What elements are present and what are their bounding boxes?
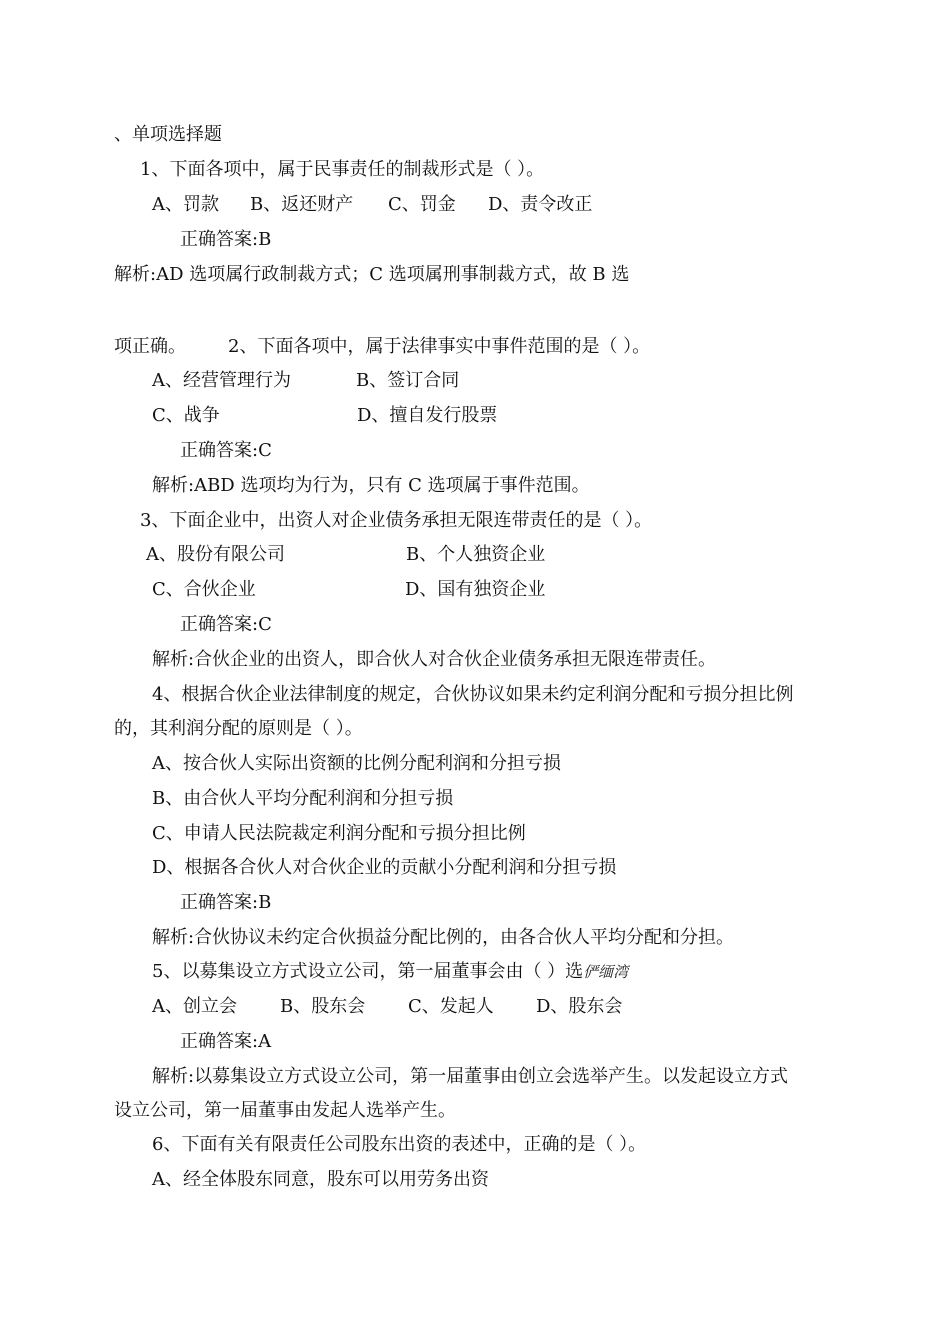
question-5-garbled-tail: 俨缅湾 (583, 963, 629, 981)
question-3: 3、下面企业中，出资人对企业债务承担无限连带责任的是（ ）。 (140, 510, 653, 531)
q4-answer: 正确答案:B (180, 892, 272, 913)
q3-option-c: C、合伙企业 (152, 579, 256, 600)
q2-option-b: B、签订合同 (356, 370, 460, 391)
q5-option-b: B、股东会 (280, 996, 366, 1017)
q2-option-a: A、经营管理行为 (152, 370, 291, 391)
section-title: 、单项选择题 (114, 124, 222, 145)
question-1: 1、下面各项中，属于民事责任的制裁形式是（ ）。 (140, 159, 545, 180)
question-4-line-2: 的，其利润分配的原则是（ ）。 (114, 718, 363, 739)
q5-analysis-line-1: 解析:以募集设立方式设立公司，第一届董事由创立会选举产生。以发起设立方式 (152, 1066, 789, 1087)
question-6: 6、下面有关有限责任公司股东出资的表述中，正确的是（ ）。 (152, 1134, 647, 1155)
question-4-line-1: 4、根据合伙企业法律制度的规定，合伙协议如果未约定利润分配和亏损分担比例 (152, 684, 794, 705)
q6-option-a: A、经全体股东同意，股东可以用劳务出资 (152, 1169, 489, 1190)
q3-option-b: B、个人独资企业 (406, 544, 546, 565)
q2-analysis: 解析:ABD 选项均为行为，只有 C 选项属于事件范围。 (152, 475, 590, 496)
q2-answer: 正确答案:C (180, 440, 272, 461)
q3-analysis: 解析:合伙企业的出资人，即合伙人对合伙企业债务承担无限连带责任。 (152, 649, 717, 670)
question-5 (152, 960, 628, 984)
q3-option-d: D、国有独资企业 (405, 579, 546, 600)
q1-option-b: B、返还财产 (250, 194, 354, 215)
q1-analysis-line-1: 解析:AD 选项属行政制裁方式；C 选项属刑事制裁方式，故 B 选 (114, 264, 630, 285)
question-2: 2、下面各项中，属于法律事实中事件范围的是（ ）。 (228, 336, 651, 357)
question-5-text: 5、以募集设立方式设立公司，第一届董事会由（ ）选 (152, 961, 584, 982)
q2-option-c: C、战争 (152, 405, 220, 426)
q5-option-d: D、股东会 (536, 996, 623, 1017)
q3-option-a: A、股份有限公司 (146, 544, 285, 565)
q3-answer: 正确答案:C (180, 614, 272, 635)
q5-analysis-line-2: 设立公司，第一届董事由发起人选举产生。 (114, 1100, 456, 1121)
q4-option-b: B、由合伙人平均分配利润和分担亏损 (152, 788, 454, 809)
q5-answer: 正确答案:A (180, 1031, 272, 1052)
q4-option-a: A、按合伙人实际出资额的比例分配利润和分担亏损 (152, 753, 561, 774)
q1-option-c: C、罚金 (388, 194, 456, 215)
q4-option-d: D、根据各合伙人对合伙企业的贡献小分配利润和分担亏损 (152, 857, 617, 878)
q1-analysis-line-2: 项正确。 (114, 336, 186, 357)
q4-option-c: C、申请人民法院裁定利润分配和亏损分担比例 (152, 823, 526, 844)
q1-answer: 正确答案:B (180, 229, 272, 250)
q1-option-d: D、责令改正 (488, 194, 593, 215)
q5-option-c: C、发起人 (408, 996, 494, 1017)
q1-option-a: A、罚款 (152, 194, 219, 215)
q4-analysis: 解析:合伙协议未约定合伙损益分配比例的，由各合伙人平均分配和分担。 (152, 927, 735, 948)
q2-option-d: D、擅自发行股票 (357, 405, 498, 426)
q5-option-a: A、创立会 (152, 996, 237, 1017)
